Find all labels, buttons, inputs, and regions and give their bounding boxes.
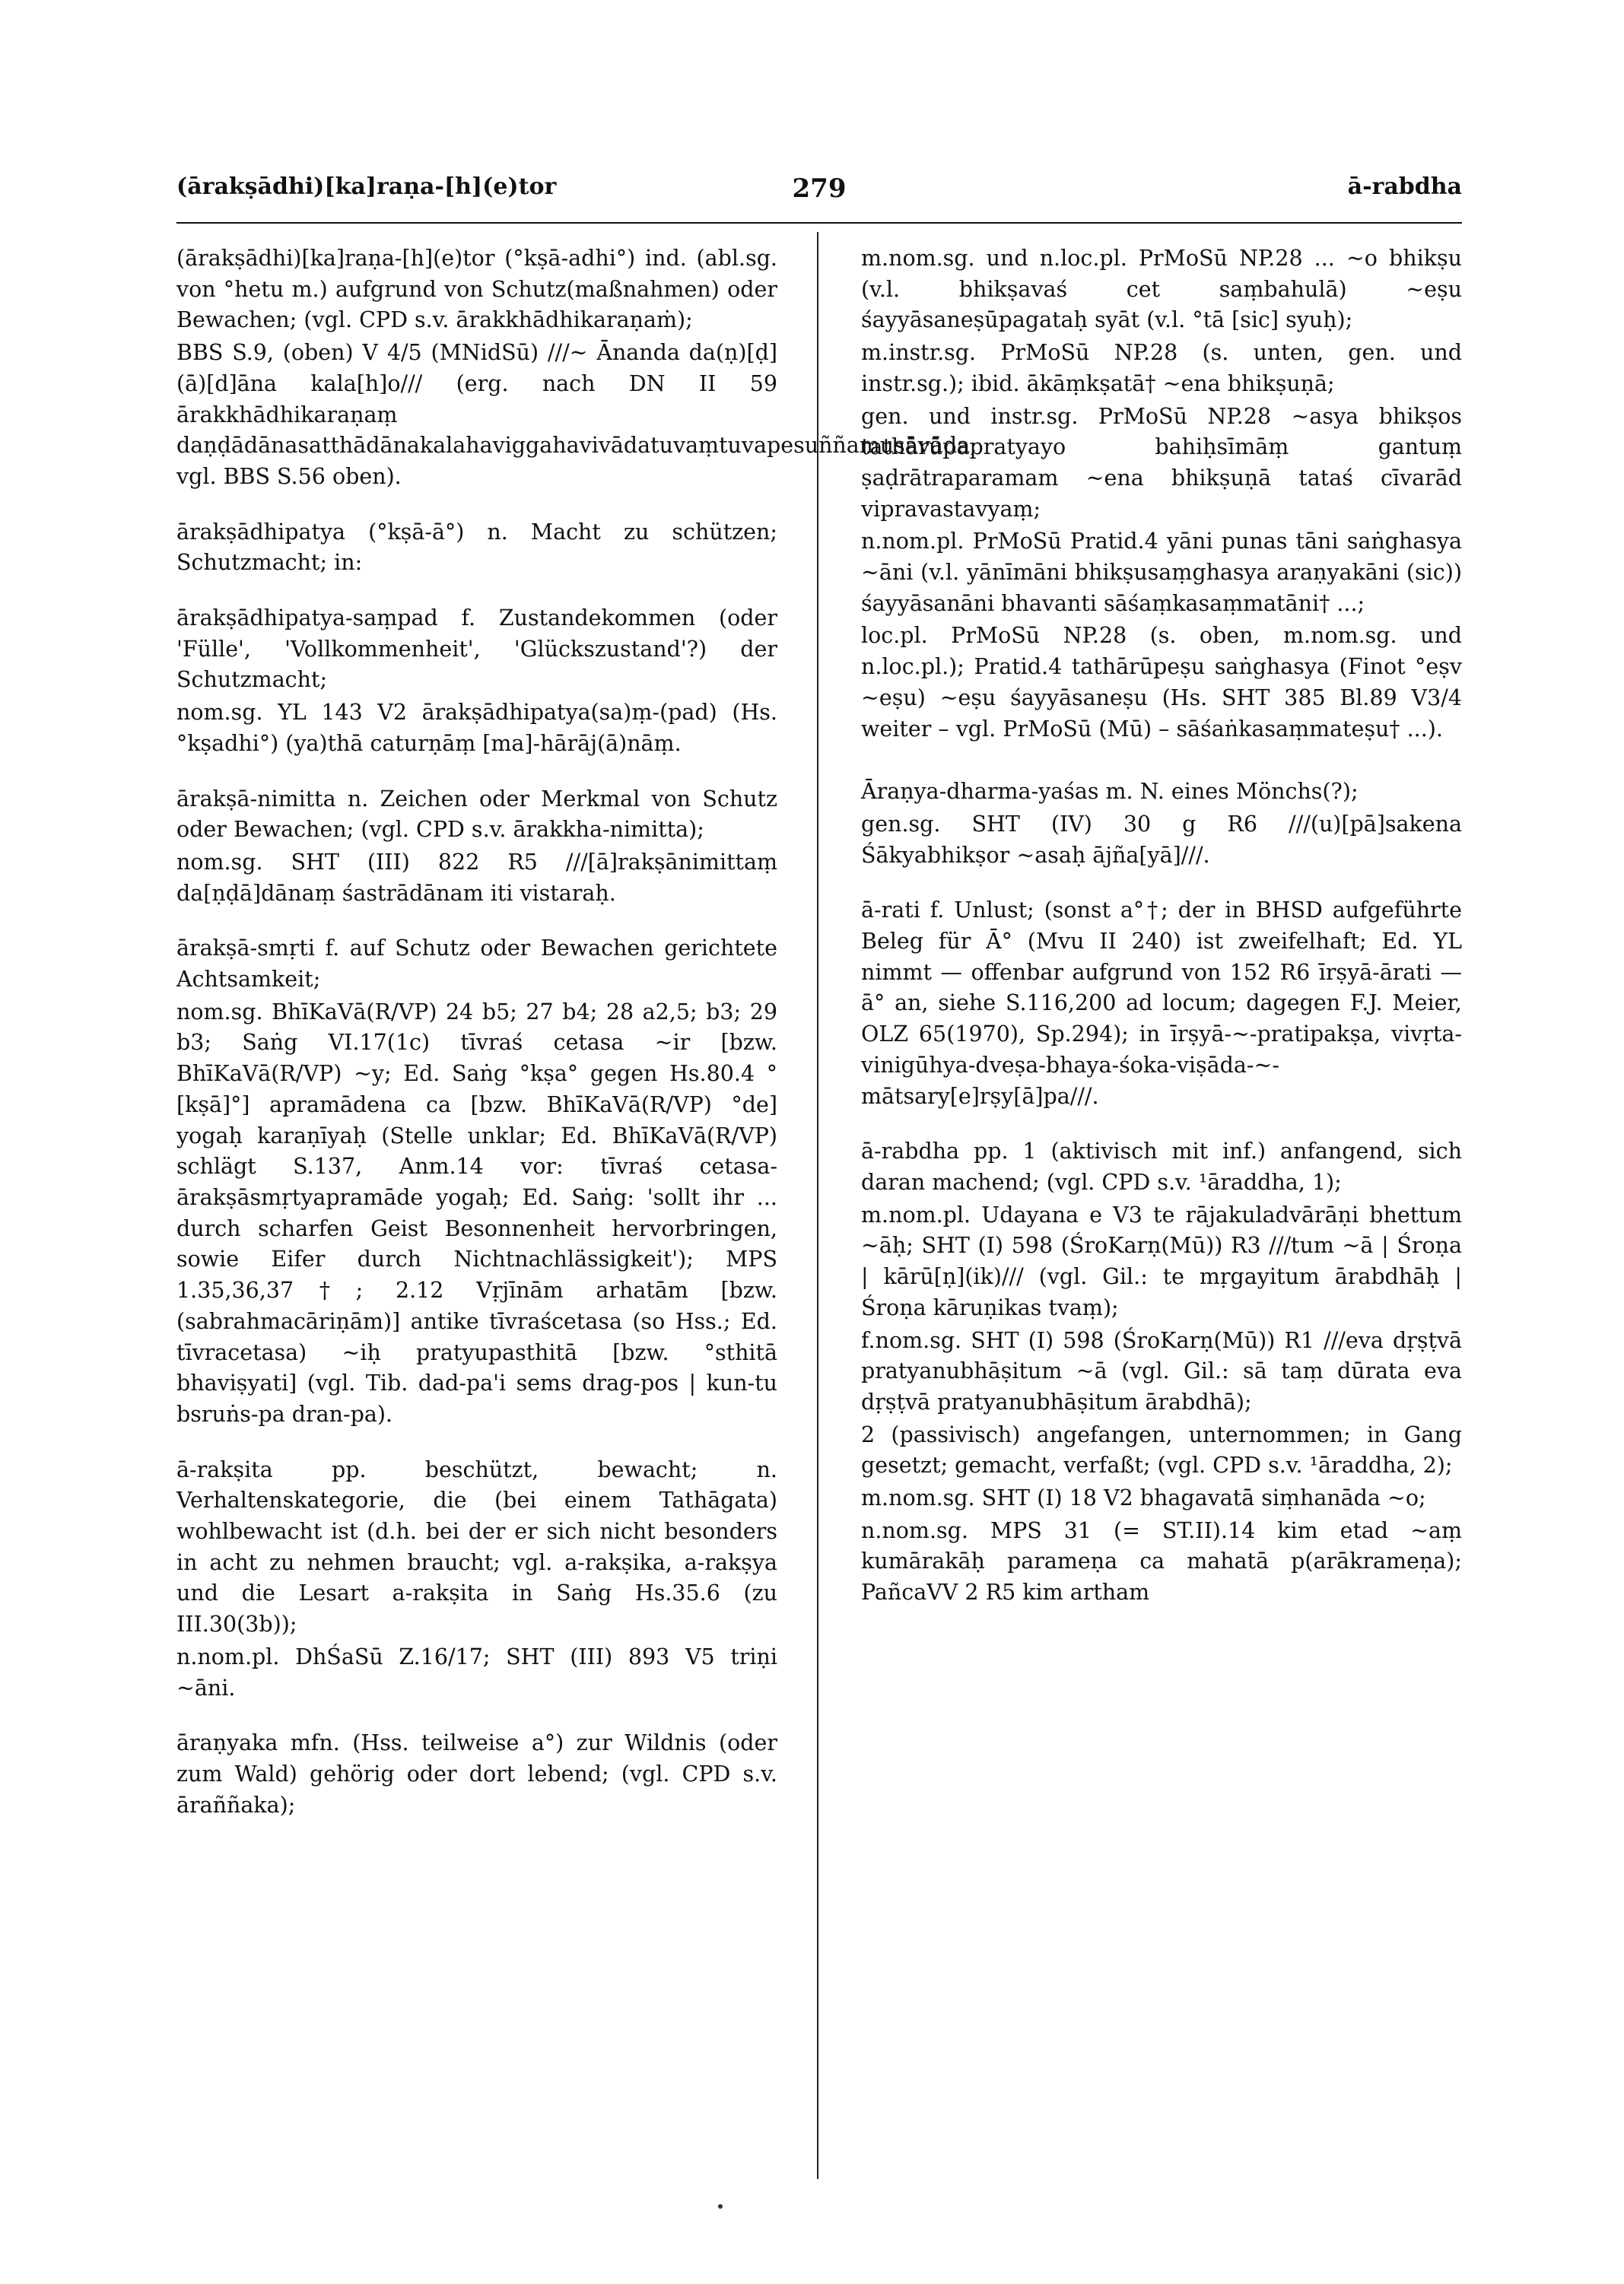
entry-paragraph: gen.sg. SHT (IV) 30 g R6 ///(u)[pā]sakena Śākyabhikṣor ~asaḥ ājña[yā]///. <box>861 811 1462 868</box>
entry-paragraph: āraṇyaka mfn. (Hss. teilweise a°) zur Wildnis (oder zum Wald) gehörig oder dort lebend; (vgl. CPD s.v. āraññaka); <box>176 1730 777 1818</box>
dictionary-entry <box>176 1728 777 1821</box>
entry-paragraph: 2 (passivisch) angefangen, unternommen; in Gang gesetzt; gemacht, verfaßt; (vgl. CPD s.v. ¹āraddha, 2); <box>861 1422 1462 1479</box>
dictionary-entry <box>176 243 977 493</box>
header-right-keyword: ā-rabdha <box>1347 173 1462 200</box>
entry-paragraph: n.nom.pl. DhŚaSū Z.16/17; SHT (III) 893 V5 triṇi ~āni. <box>176 1644 777 1701</box>
left-column <box>176 243 977 1845</box>
entry-paragraph: ārakṣādhipatya-saṃpad f. Zustandekommen (oder 'Fülle', 'Vollkommenheit', 'Glückszustand'?) der Schutzmacht; <box>176 605 777 693</box>
entry-paragraph: ārakṣā-nimitta n. Zeichen oder Merkmal von Schutz oder Bewachen; (vgl. CPD s.v. ārakkha-nimitta); <box>176 786 777 843</box>
entry-paragraph: loc.pl. PrMoSū NP.28 (s. oben, m.nom.sg. und n.loc.pl.); Pratid.4 tathārūpeṣu saṅghasya (Finot °eṣv ~eṣu) ~eṣu śayyāsaneṣu (Hs. SHT 385 Bl.89 V3/4 weiter – vgl. PrMoSū (Mū) – sāśaṅkasaṃmateṣu† ...). <box>861 623 1462 742</box>
entry-paragraph: nom.sg. SHT (III) 822 R5 ///[ā]rakṣānimittaṃ da[ṇḍā]dānaṃ śastrādānam iti vistaraḥ. <box>176 849 777 906</box>
entry-paragraph: f.nom.sg. SHT (I) 598 (ŚroKarṇ(Mū)) R1 ///eva dṛṣṭvā pratyanubhāṣitum ~ā (vgl. Gil.: sā taṃ dūrata eva dṛṣṭvā pratyanubhāṣitum ārabdhā); <box>861 1327 1462 1415</box>
dictionary-entry <box>861 243 1462 745</box>
entry-paragraph: nom.sg. YL 143 V2 ārakṣādhipatya(sa)ṃ-(pad) (Hs. °kṣadhi°) (ya)thā caturṇāṃ [ma]-hārāj(ā)nāṃ. <box>176 700 777 756</box>
page-number: 279 <box>792 173 847 204</box>
dictionary-entry <box>176 517 777 579</box>
entry-paragraph: m.instr.sg. PrMoSū NP.28 (s. unten, gen. und instr.sg.); ibid. ākāṃkṣatā† ~ena bhikṣuṇā; <box>861 340 1462 396</box>
entry-paragraph: ā-rakṣita pp. beschützt, bewacht; n. Verhaltenskategorie, die (bei einem Tathāgata) wohlbewacht ist (d.h. bei der er sich nicht besonders in acht zu nehmen braucht; vgl. a-rakṣika, a-rakṣya und die Lesart a-rakṣita in Saṅg Hs.35.6 (zu III.30(3b)); <box>176 1456 777 1638</box>
dictionary-entry <box>861 777 1462 871</box>
entry-paragraph: m.nom.pl. Udayana e V3 te rājakuladvārāṇi bhettum ~āḥ; SHT (I) 598 (ŚroKarṇ(Mū)) R3 ///tum ~ā | Śroṇa | kārū[ṇ](ik)/// (vgl. Gil.: te mṛgayitum ārabdhāḥ | Śroṇa kāruṇikas tvaṃ); <box>861 1202 1462 1320</box>
column-divider <box>817 232 818 2179</box>
entry-paragraph: Āraṇya-dharma-yaśas m. N. eines Mönchs(?); <box>861 779 1359 805</box>
entry-paragraph: n.nom.pl. PrMoSū Pratid.4 yāni punas tāni saṅghasya ~āni (v.l. yānīmāni bhikṣusaṃghasya araṇyakāni (sic)) śayyāsanāni bhavanti sāśaṃkasaṃmatāni† ...; <box>861 529 1462 616</box>
entry-paragraph: ārakṣādhipatya (°kṣā-ā°) n. Macht zu schützen; Schutzmacht; in: <box>176 519 777 576</box>
dictionary-entry <box>176 784 777 910</box>
header-left-keyword: (ārakṣādhi)[ka]raṇa-[h](e)tor <box>176 173 557 200</box>
entry-paragraph: ārakṣā-smṛti f. auf Schutz oder Bewachen gerichtete Achtsamkeit; <box>176 936 777 993</box>
entry-paragraph: m.nom.sg. und n.loc.pl. PrMoSū NP.28 ... ~o bhikṣu (v.l. bhikṣavaś cet saṃbahulā) ~eṣu śayyāsaneṣūpagataḥ syāt (v.l. °tā [sic] syuḥ); <box>861 246 1462 333</box>
dictionary-entry <box>861 895 1462 1112</box>
entry-paragraph: m.nom.sg. SHT (I) 18 V2 bhagavatā siṃhanāda ~o; <box>861 1485 1426 1511</box>
header-rule <box>176 222 1462 224</box>
entry-paragraph: BBS S.9, (oben) V 4/5 (MNidSū) ///~ Ānanda da(ṇ)[ḍ](ā)[d]āna kala[h]o/// (erg. nach DN II 59 ārakkhādhikaraṇaṃ daṇḍādānasatthādānakalahaviggahavivādatuvaṃtuvapesuññamusāvāda; vgl. BBS S.56 oben). <box>176 340 977 489</box>
right-column <box>861 243 1462 1633</box>
entry-paragraph: ā-rabdha pp. 1 (aktivisch mit inf.) anfangend, sich daran machend; (vgl. CPD s.v. ¹āraddha, 1); <box>861 1139 1462 1195</box>
entry-paragraph: nom.sg. BhīKaVā(R/VP) 24 b5; 27 b4; 28 a2,5; b3; 29 b3; Saṅg VI.17(1c) tīvraś cetasa ~ir [bzw. BhīKaVā(R/VP) ~y; Ed. Saṅg °kṣa° gegen Hs.80.4 °[kṣā]°] apramādena ca [bzw. BhīKaVā(R/VP) °de] yogaḥ karaṇīyaḥ (Stelle unklar; Ed. BhīKaVā(R/VP) schlägt S.137, Anm.14 vor: tīvraś cetasa-ārakṣāsmṛtyapramāde yogaḥ; Ed. Saṅg: 'sollt ihr ... durch scharfen Geist Besonnenheit hervorbringen, sowie Eifer durch Nichtnachlässigkeit'); MPS 1.35,36,37†; 2.12 Vṛjīnām arhatām [bzw. (sabrahmacāriṇām)] antike tīvraścetasa (so Hss.; Ed. tīvracetasa) ~iḥ pratyupasthitā [bzw. °sthitā bhaviṣyati] (vgl. Tib. dad-pa'i sems drag-pos | kun-tu bsruṅs-pa dran-pa). <box>176 999 777 1427</box>
entry-paragraph: gen. und instr.sg. PrMoSū NP.28 ~asya bhikṣos tathārūpapratyayo bahiḥsīmāṃ gantuṃ ṣaḍrātraparamam ~ena bhikṣuṇā tataś cīvarād vipravastavyaṃ; <box>861 403 1462 522</box>
entry-paragraph: ā-rati f. Unlust; (sonst a°†; der in BHSD aufgeführte Beleg für Ā° (Mvu II 240) ist zweifelhaft; Ed. YL nimmt — offenbar aufgrund von 152 R6 īrṣyā-ārati — ā° an, siehe S.116,200 ad locum; dagegen F.J. Meier, OLZ 65(1970), Sp.294); in īrṣyā-~-pratipakṣa, vivṛta-vinigūhya-dveṣa-bhaya-śoka-viṣāda-~-mātsary[e]rṣy[ā]pa///. <box>861 897 1462 1109</box>
dictionary-entry <box>176 933 777 1430</box>
dictionary-entry <box>176 1455 777 1704</box>
running-header <box>176 173 1462 219</box>
dictionary-entry <box>176 603 777 760</box>
entry-paragraph: n.nom.sg. MPS 31 (= ST.II).14 kim etad ~aṃ kumārakāḥ parameṇa ca mahatā p(arākrameṇa); PañcaVV 2 R5 kim artham <box>861 1517 1462 1606</box>
dictionary-entry <box>861 1136 1462 1609</box>
stray-dot <box>718 2204 723 2209</box>
entry-paragraph: (ārakṣādhi)[ka]raṇa-[h](e)tor (°kṣā-adhi°) ind. (abl.sg. von °hetu m.) aufgrund von Schutz(maßnahmen) oder Bewachen; (vgl. CPD s.v. ārakkhādhikaraṇaṁ); <box>176 246 777 333</box>
